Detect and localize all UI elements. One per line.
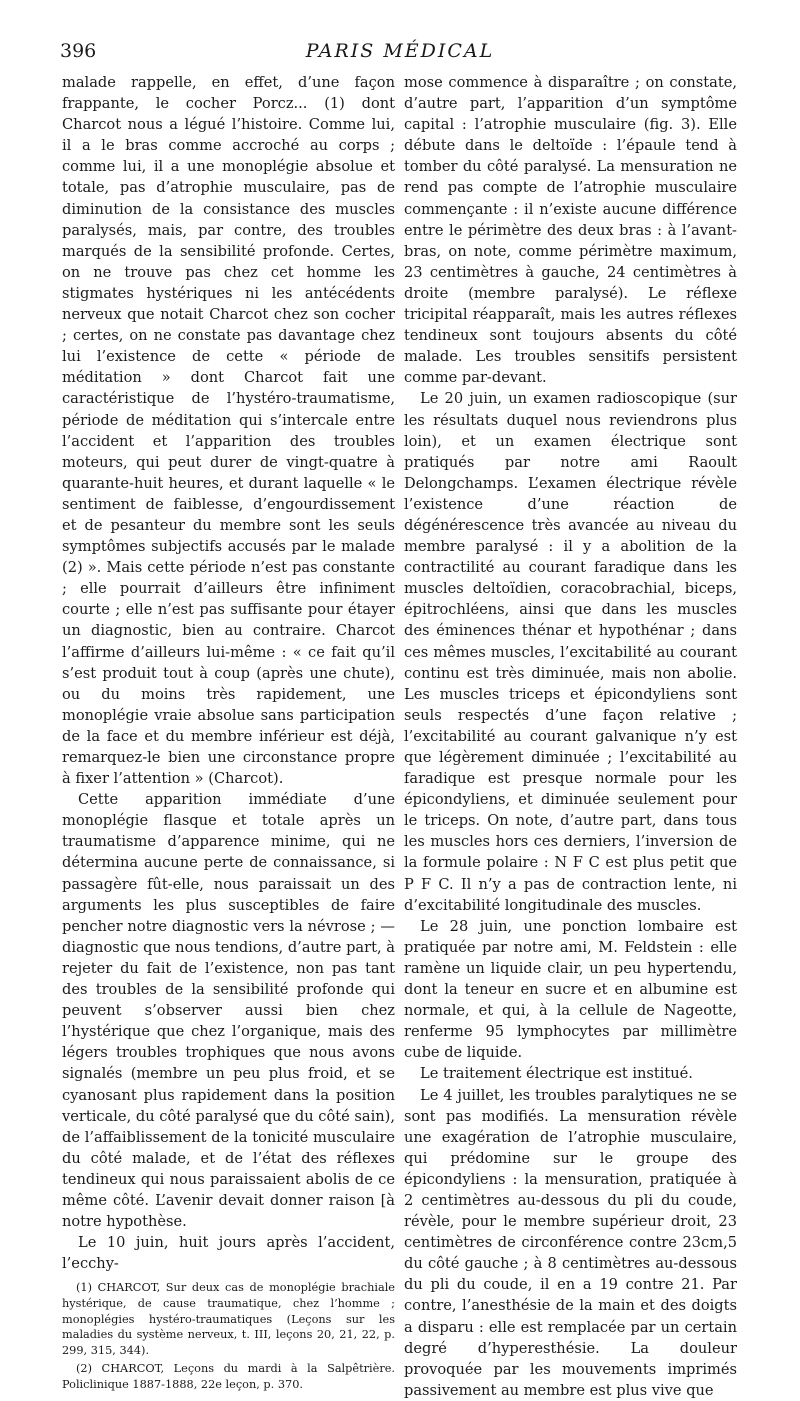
right-paragraph-2: Le 20 juin, un examen radioscopique (sur les résultats duquel nous reviendrons plus loin), et un examen électrique sont pratiqués par notre ami Raoult Delongchamps. L’examen électrique révèle l’existence d’une réaction de dégénérescence très avancée au niveau du membre paralysé : il y a abolition de la contractilité au courant faradique dans les muscles deltoïdien, coracobrachial, biceps, épitrochléens, ainsi que dans les muscles des éminences thénar et hypothénar ; dans ces mêmes muscles, l’excitabilité au courant continu est très diminuée, mais non abolie. Les muscles triceps et épicondyliens sont seuls respectés d’une façon relative ; l’excitabilité au courant galvanique n’y est que légèrement diminuée ; l’excitabilité au faradique est presque normale pour les épicondyliens, et diminuée seulement pour le triceps. On note, d’autre part, dans tous les muscles hors ces derniers, l’inversion de la formule polaire : N F C est plus petit que P F C. Il n’y a pas de contraction lente, ni d’excitabilité longitudinale des muscles. — [404, 390, 737, 914]
footnote-1: (1) CHARCOT, Sur deux cas de monoplégie brachiale hystérique, de cause traumatique, chez l’homme ; monoplégies hystéro-traumatiques (Leçons sur les maladies du système nerveux, t. III, leçons 20, 21, 22, p. 299, 315, 344). — [62, 1281, 395, 1357]
right-paragraph-1: mose commence à disparaître ; on constate, d’autre part, l’apparition d’un symptôme capital : l’atrophie musculaire (fig. 3). Elle débute dans le deltoïde : l’épaule tend à tomber du côté paralysé. La mensuration ne rend pas compte de l’atrophie musculaire commençante : il n’existe aucune différence entre le périmètre des deux bras : à l’avant-bras, on note, comme périmètre maximum, 23 centimètres à gauche, 24 centimètres à droite (membre paralysé). Le réflexe tricipital réapparaît, mais les autres réflexes tendineux sont toujours absents du côté malade. Les troubles sensitifs persistent comme par-devant. — [404, 74, 737, 387]
page-number: 396 — [60, 40, 97, 62]
left-column — [62, 72, 395, 1393]
right-paragraph-3: Le 28 juin, une ponction lombaire est pratiquée par notre ami, M. Feldstein : elle ramène un liquide clair, un peu hypertendu, dont la teneur en sucre et en albumine est normale, et qui, à la cellule de Nageotte, renferme 95 lymphocytes par millimètre cube de liquide. — [404, 917, 737, 1062]
footnote-2: (2) CHARCOT, Leçons du mardi à la Salpêtrière. Policlinique 1887-1888, 22e leçon, p. 370. — [62, 1362, 395, 1391]
journal-title: PARIS MÉDICAL — [305, 40, 495, 62]
left-paragraph-1: malade rappelle, en effet, d’une façon frappante, le cocher Porcz... (1) dont Charcot nous a légué l’histoire. Comme lui, il a le bras comme accroché au corps ; comme lui, il a une monoplégie absolue et totale, pas d’atrophie musculaire, pas de diminution de la consistance des muscles paralysés, mais, par contre, des troubles marqués de la sensibilité profonde. Certes, on ne trouve pas chez cet homme les stigmates hystériques ni les antécédents nerveux que notait Charcot chez son cocher ; certes, on ne constate pas davantage chez lui l’existence de cette « période de méditation » dont Charcot fait une caractéristique de l’hystéro-traumatisme, période de méditation qui s’intercale entre l’accident et l’apparition des troubles moteurs, qui peut durer de vingt-quatre à quarante-huit heures, et durant laquelle « le sentiment de faiblesse, d’engourdissement et de pesanteur du membre sont les seuls symptômes subjectifs accusés par le malade (2) ». Mais cette période n’est pas constante ; elle pourrait d’ailleurs être infiniment courte ; elle n’est pas suffisante pour étayer un diagnostic, bien au contraire. Charcot l’affirme d’ailleurs lui-même : « ce fait qu’il s’est produit tout à coup (après une chute), ou du moins très rapidement, une monoplégie vraie absolue sans participation de la face et du membre inférieur est déjà, remarquez-le bien une circonstance propre à fixer l’attention » (Charcot). — [62, 74, 395, 788]
right-paragraph-5: Le 4 juillet, les troubles paralytiques ne se sont pas modifiés. La mensuration révèle une exagération de l’atrophie musculaire, qui prédomine sur le groupe des épicondyliens : la mensuration, pratiquée à 2 centimètres au-dessous du pli du coude, révèle, pour le membre supérieur droit, 23 centimètres de circonférence contre 23cm,5 du côté gauche ; à 8 centimètres au-dessous du pli du coude, il en a 19 contre 21. Par contre, l’anesthésie de la main et des doigts a disparu : elle est remplacée par un certain degré d’hyperesthésie. La douleur provoquée par les mouvements imprimés passivement au membre est plus vive que — [404, 1086, 737, 1399]
left-paragraph-2: Cette apparition immédiate d’une monoplégie flasque et totale après un traumatisme d’apparence minime, qui ne détermina aucune perte de connaissance, si passagère fût-elle, nous paraissait un des arguments les plus susceptibles de faire pencher notre diagnostic vers la névrose ; — diagnostic que nous tendions, d’autre part, à rejeter du fait de l’existence, non pas tant des troubles de la sensibilité profonde qui peuvent s’observer aussi bien chez l’hystérique que chez l’organique, mais des légers troubles trophiques que nous avons signalés (membre un peu plus froid, et se cyanosant plus rapidement dans la position verticale, du côté paralysé que du côté sain), de l’affaiblissement de la tonicité musculaire du côté malade, et de l’état des réflexes tendineux qui nous paraissaient abolis de ce même côté. L’avenir devait donner raison [à notre hypothèse. — [62, 791, 395, 1231]
page-header — [60, 40, 740, 70]
right-paragraph-4: Le traitement électrique est institué. — [420, 1065, 693, 1083]
footnotes — [62, 1280, 395, 1392]
right-column — [404, 72, 737, 1401]
left-paragraph-3: Le 10 juin, huit jours après l’accident, l’ecchy- — [62, 1234, 395, 1273]
